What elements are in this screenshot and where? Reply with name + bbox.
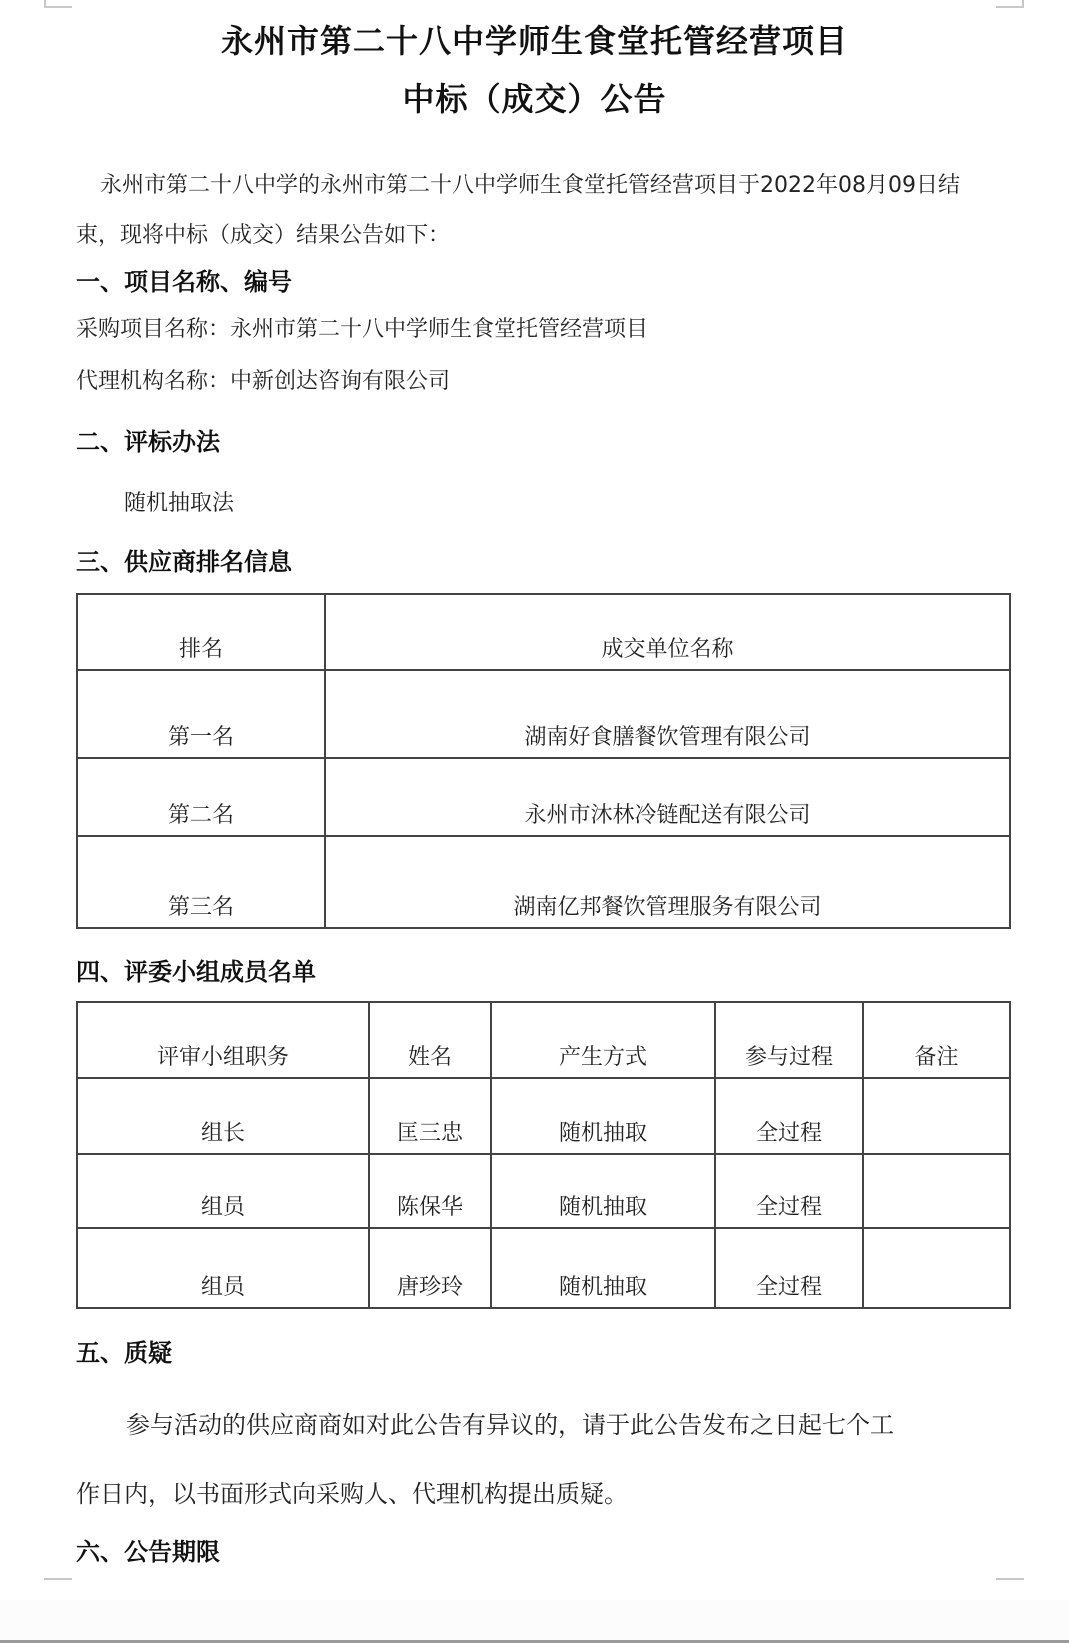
name-cell: 唐珍玲 [369,1228,491,1308]
objection-text-line-1: 参与活动的供应商商如对此公告有异议的，请于此公告发布之日起七个工 [126,1411,894,1439]
project-name: 采购项目名称：永州市第二十八中学师生食堂托管经营项目 [76,317,649,342]
company-cell: 湖南亿邦餐饮管理服务有限公司 [325,836,1010,928]
method-cell: 随机抽取 [491,1228,715,1308]
table-row [77,1154,1010,1228]
column-header: 参与过程 [715,1002,863,1078]
document-subtitle: 中标（成交）公告 [402,80,667,118]
rank-cell: 第二名 [77,758,325,836]
section-heading-3: 三、供应商排名信息 [76,548,292,576]
name-cell: 陈保华 [369,1154,491,1228]
table-row [77,758,1010,836]
corner-mark-top-right-h [996,6,1024,8]
method-cell: 随机抽取 [491,1078,715,1154]
committee-table [76,1001,1011,1309]
objection-text-line-2: 作日内，以书面形式向采购人、代理机构提出质疑。 [76,1480,628,1508]
remark-cell [863,1228,1010,1308]
process-cell: 全过程 [715,1228,863,1308]
table-row [77,670,1010,758]
role-cell: 组员 [77,1154,369,1228]
intro-line-2: 束，现将中标（成交）结果公告如下： [76,223,451,248]
column-header: 姓名 [369,1002,491,1078]
section-heading-2: 二、评标办法 [76,428,220,456]
rank-cell: 第一名 [77,670,325,758]
company-cell: 湖南好食膳餐饮管理有限公司 [325,670,1010,758]
role-cell: 组长 [77,1078,369,1154]
name-cell: 匡三忠 [369,1078,491,1154]
process-cell: 全过程 [715,1154,863,1228]
evaluation-method: 随机抽取法 [124,491,235,516]
viewer-bottom-edge [0,1600,1069,1643]
role-cell: 组员 [77,1228,369,1308]
corner-mark-bottom-left [44,1578,72,1580]
intro-line-1: 永州市第二十八中学的永州市第二十八中学师生食堂托管经营项目于2022年08月09日结 [100,173,960,198]
column-header: 产生方式 [491,1002,715,1078]
section-heading-5: 五、质疑 [76,1339,172,1367]
method-cell: 随机抽取 [491,1154,715,1228]
corner-mark-bottom-right [996,1578,1024,1580]
corner-mark-top-left-h [44,6,72,8]
remark-cell [863,1078,1010,1154]
company-cell: 永州市沐林冷链配送有限公司 [325,758,1010,836]
table-header-row [77,594,1010,670]
agency-name: 代理机构名称：中新创达咨询有限公司 [76,369,451,394]
table-header-row [77,1002,1010,1078]
rank-cell: 第三名 [77,836,325,928]
column-header: 排名 [77,594,325,670]
table-row [77,1228,1010,1308]
section-heading-4: 四、评委小组成员名单 [76,958,316,986]
process-cell: 全过程 [715,1078,863,1154]
supplier-ranking-table [76,593,1011,929]
document-title: 永州市第二十八中学师生食堂托管经营项目 [220,22,848,60]
column-header: 评审小组职务 [77,1002,369,1078]
section-heading-6: 六、公告期限 [76,1538,220,1566]
table-row [77,836,1010,928]
column-header: 备注 [863,1002,1010,1078]
column-header: 成交单位名称 [325,594,1010,670]
remark-cell [863,1154,1010,1228]
table-row [77,1078,1010,1154]
section-heading-1: 一、项目名称、编号 [76,268,292,296]
